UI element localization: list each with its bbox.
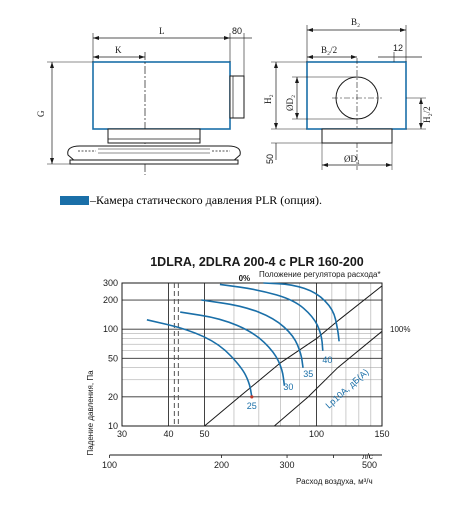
y-tick-label: 300 [102, 278, 118, 288]
x-tick-label: 150 [374, 429, 390, 439]
x2-tick-label: 100 [102, 460, 118, 470]
dim-b2-half: B₂/2 [321, 45, 338, 55]
dim-h2-half: H₂/2 [422, 106, 432, 123]
flow-curve-45 [263, 283, 339, 341]
noise-label-25: 25 [246, 400, 257, 411]
dim-12: 12 [393, 43, 404, 53]
noise-label-40: 40 [322, 354, 333, 365]
y-axis-label: Падение давления, Па [86, 370, 95, 456]
x-tick-label: 50 [199, 429, 210, 439]
flow-curve-30 [180, 312, 284, 386]
damper-line-closed [274, 331, 382, 426]
x2-tick-label: 200 [214, 460, 230, 470]
legend-text: –Камера статического давления PLR (опция). [90, 193, 323, 207]
dim-d2: ØD₂ [285, 94, 295, 111]
dim-80: 80 [232, 26, 243, 36]
y-tick-label: 10 [107, 421, 118, 431]
dim-g: G [36, 110, 46, 117]
legend-swatch [60, 196, 89, 205]
x-tick-label: 100 [308, 429, 325, 439]
diffuser-neck [108, 129, 200, 143]
y-tick-label: 20 [107, 391, 118, 402]
operating-point [250, 395, 253, 398]
noise-label-35: 35 [303, 369, 314, 380]
y-tick-label: 200 [102, 295, 118, 306]
plenum-side-body [93, 62, 230, 129]
chart-title: 1DLRA, 2DLRA 200-4 с PLR 160-200 [150, 255, 364, 269]
damper-label-open: 0% [238, 274, 251, 283]
dim-h2: H₂ [263, 94, 273, 104]
x2-tick-label: 500 [362, 460, 378, 470]
dim-l: L [159, 26, 165, 36]
x-axis-unit-ls: л/с [362, 452, 373, 461]
dim-50: 50 [265, 153, 275, 164]
chart-subtitle: Положение регулятора расхода* [259, 270, 381, 279]
x-tick-label: 30 [116, 429, 128, 439]
technical-drawing [0, 0, 468, 240]
x-tick-label: 40 [163, 429, 174, 439]
outlet-spigot [230, 76, 244, 118]
noise-axis-label: Lp10A, дБ(A) [323, 366, 371, 411]
x-axis-label-m3h: Расход воздуха, м³/ч [296, 477, 373, 486]
noise-label-30: 30 [283, 382, 294, 393]
dim-k: K [115, 45, 122, 55]
damper-label-closed: 100% [390, 325, 411, 335]
pressure-flow-chart [0, 233, 468, 513]
x2-tick-label: 300 [279, 460, 295, 470]
dim-b2: B₂ [351, 17, 361, 27]
dim-d1: ØD₁ [344, 154, 361, 164]
y-tick-label: 100 [102, 324, 118, 335]
front-neck [322, 129, 392, 143]
y-tick-label: 50 [107, 353, 118, 364]
